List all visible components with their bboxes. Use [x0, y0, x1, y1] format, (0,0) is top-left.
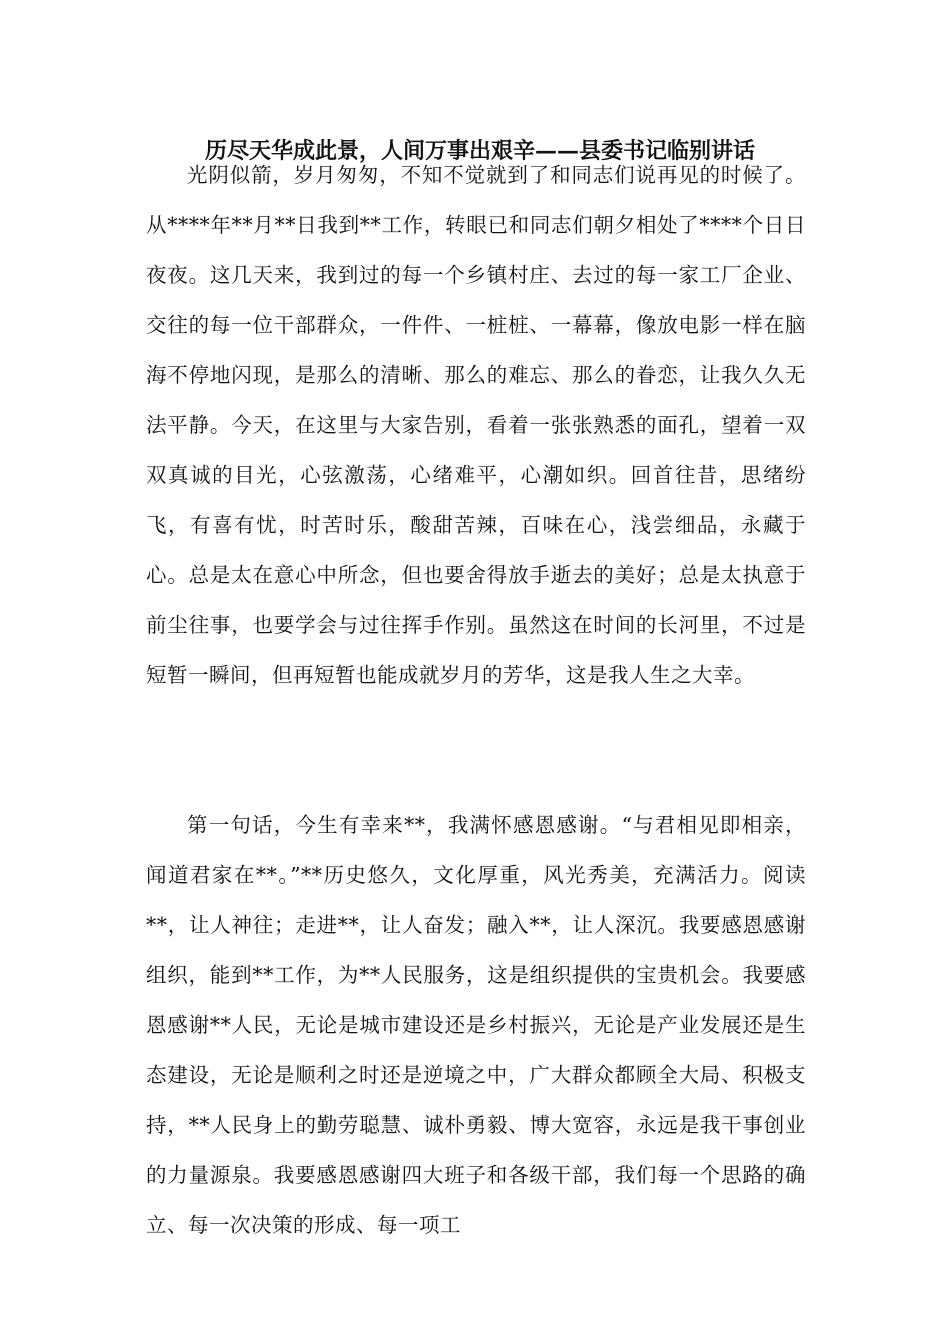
paragraph-gratitude: 第一句话，今生有幸来**，我满怀感恩感谢。“与君相见即相亲，闻道君家在**。”**历史悠久，文化厚重，风光秀美，充满活力。阅读**，让人神往；走进**，让人奋发；融入**，让人深沉。我要感恩感谢组织，能到**工作，为**人民服务，这是组织提供的宝贵机会。我要感恩感谢**人民，无论是城市建设还是乡村振兴，无论是产业发展还是生态建设，无论是顺利之时还是逆境之中，广大群众都顾全大局、积极支持，**人民身上的勤劳聪慧、诚朴勇毅、博大宽容，永远是我干事创业的力量源泉。我要感恩感谢四大班子和各级干部，我们每一个思路的确立、每一次决策的形成、每一项工	[146, 813, 806, 1237]
document-title: 历尽天华成此景，人间万事出艰辛——县委书记临别讲话	[204, 138, 755, 164]
paragraph-farewell-intro: 光阴似箭，岁月匆匆，不知不觉就到了和同志们说再见的时候了。从****年**月**日我到**工作，转眼已和同志们朝夕相处了****个日日夜夜。这几天来，我到过的每一个乡镇村庄、去过的每一家工厂企业、交往的每一位干部群众，一件件、一桩桩、一幕幕，像放电影一样在脑海不停地闪现，是那么的清晰、那么的难忘、那么的眷恋，让我久久无法平静。今天，在这里与大家告别，看着一张张熟悉的面孔，望着一双双真诚的目光，心弦激荡，心绪难平，心潮如织。回首往昔，思绪纷飞，有喜有忧，时苦时乐，酸甜苦辣，百味在心，浅尝细品，永藏于心。总是太在意心中所念，但也要舍得放手逝去的美好；总是太执意于前尘往事，也要学会与过往挥手作别。虽然这在时间的长河里，不过是短暂一瞬间，但再短暂也能成就岁月的芳华，这是我人生之大幸。	[146, 163, 806, 687]
